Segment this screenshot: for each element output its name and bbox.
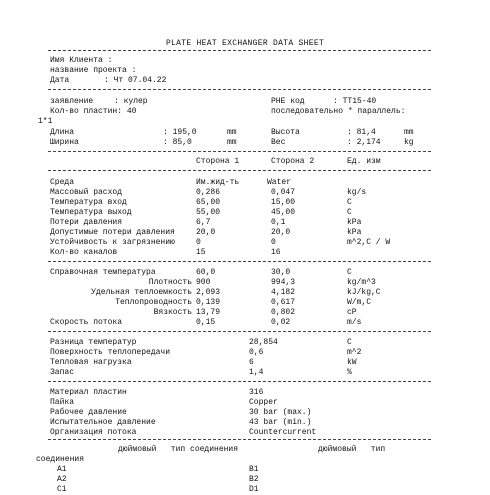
table-cell-unit: cP: [347, 308, 357, 317]
table-row-label: Устойчивость к загрязнению: [50, 238, 175, 247]
table-cell-side2: 15,00: [271, 198, 296, 207]
table-cell-unit: kPa: [347, 228, 362, 237]
table-row-label: Пайка: [50, 398, 75, 407]
table-row-label: Поверхность теплопередачи: [50, 348, 171, 357]
project-label: название проекта :: [50, 66, 137, 75]
table-row-label: Тепловая нагрузка: [50, 358, 132, 367]
table-cell-side2: Water: [267, 178, 292, 187]
table-cell-side1: Им.жид-ть: [196, 178, 240, 187]
connections-header-right: дюймовый тип: [318, 445, 386, 454]
height-unit: mm: [404, 128, 414, 137]
divider: [48, 331, 431, 332]
phe-code-value: : TT15-40: [333, 97, 377, 106]
table-cell-side1: 0,15: [196, 318, 216, 327]
sequence-value: 1*1: [38, 117, 53, 126]
table-cell-side2: 0,1: [271, 218, 286, 227]
sequence-label: последовательно * параллель:: [271, 107, 406, 116]
table-cell-value: 43 bar (min.): [249, 418, 312, 427]
table-row-label: Удельная теплоемкость: [91, 288, 192, 297]
table-cell-unit: C: [347, 198, 352, 207]
table-cell-unit: m^2,C / W: [347, 238, 391, 247]
table-cell-side1: 6,7: [196, 218, 211, 227]
table-cell-side2: 0,02: [271, 318, 291, 327]
table-cell-unit: kg/s: [347, 188, 367, 197]
table-cell-side1: 0: [196, 238, 201, 247]
table-cell-unit: m^2: [347, 348, 362, 357]
table-cell-side2: 4,182: [271, 288, 296, 297]
connections-header-wrap: соединения: [36, 455, 85, 464]
table-cell-side1: 2,093: [196, 288, 221, 297]
application-value: : кулер: [114, 97, 148, 106]
table-row-label: Допустимые потери давления: [50, 228, 175, 237]
table-cell-side1: 900: [196, 278, 211, 287]
table-cell-side1: 65,00: [196, 198, 221, 207]
table-row-label: Теплопроводность: [115, 298, 192, 307]
table-row-label: Организация потока: [50, 428, 137, 437]
table-row-label: Массовый расход: [50, 188, 123, 197]
divider: [48, 261, 431, 262]
divider: [48, 50, 431, 51]
connection-right: B1: [249, 465, 259, 474]
divider: [48, 381, 431, 382]
connection-left: A1: [57, 465, 67, 474]
table-cell-value: 28,854: [249, 338, 278, 347]
table-cell-side2: 0: [271, 238, 276, 247]
table-cell-unit: kg/m^3: [347, 278, 376, 287]
date-label: Дата: [50, 76, 70, 85]
table-cell-side1: 0,286: [196, 188, 221, 197]
connection-right: B2: [249, 475, 259, 484]
table-cell-side2: 45,00: [271, 208, 296, 217]
table-cell-side1: 55,00: [196, 208, 221, 217]
table-row-label: Материал пластин: [50, 388, 127, 397]
table-cell-value: 0,6: [249, 348, 264, 357]
table-row-label: Потери давления: [50, 218, 123, 227]
table-cell-side2: 0,047: [271, 188, 296, 197]
table-cell-side2: 30,0: [271, 268, 291, 277]
sheet-title: PLATE HEAT EXCHANGER DATA SHEET: [165, 39, 325, 48]
table-cell-unit: W/m,C: [347, 298, 372, 307]
table-row-label: Температура вход: [50, 198, 127, 207]
table-cell-side2: 994,3: [271, 278, 296, 287]
table-cell-unit: C: [347, 208, 352, 217]
height-value: : 81,4: [347, 128, 376, 137]
divider: [48, 151, 431, 152]
application-label: заявление: [50, 97, 94, 106]
table-row-label: Плотность: [148, 278, 192, 287]
table-cell-side1: 20,0: [196, 228, 216, 237]
column-header-side2: Сторона 2: [271, 157, 315, 166]
plates-count: Кол-во пластин: 40: [50, 107, 137, 116]
table-row-label: Вязкость: [153, 308, 192, 317]
table-cell-value: Copper: [249, 398, 278, 407]
connection-right: D1: [249, 485, 259, 494]
table-cell-side2: 0,802: [271, 308, 296, 317]
weight-value: : 2,174: [347, 138, 381, 147]
table-cell-side2: 0,617: [271, 298, 296, 307]
table-cell-unit: kW: [347, 358, 357, 367]
table-row-label: Запас: [50, 368, 75, 377]
phe-code-label: PHE код: [271, 97, 305, 106]
table-cell-unit: C: [347, 268, 352, 277]
length-label: Длина: [50, 128, 75, 137]
table-row-label: Разница температур: [50, 338, 137, 347]
length-value: : 195,0: [163, 128, 197, 137]
table-cell-value: 30 bar (max.): [249, 408, 312, 417]
table-cell-value: 6: [249, 358, 254, 367]
table-row-label: Кол-во каналов: [50, 248, 118, 257]
table-cell-value: 1,4: [249, 368, 264, 377]
width-value: : 85,0: [163, 138, 192, 147]
column-header-side1: Сторона 1: [196, 157, 240, 166]
connection-left: C1: [57, 485, 67, 494]
table-cell-unit: C: [347, 338, 352, 347]
divider: [48, 89, 431, 90]
column-header-unit: Ед. изм: [347, 157, 381, 166]
table-cell-side1: 15: [196, 248, 206, 257]
table-cell-unit: %: [347, 368, 352, 377]
table-row-label: Скорость потока: [50, 318, 123, 327]
connection-left: A2: [57, 475, 67, 484]
width-label: Ширина: [50, 138, 79, 147]
table-cell-unit: kJ/kg,C: [347, 288, 381, 297]
table-cell-value: Countercurrent: [249, 428, 317, 437]
date-value: : Чт 07.04.22: [104, 76, 167, 85]
table-cell-side1: 60,0: [196, 268, 216, 277]
table-cell-side1: 0,139: [196, 298, 221, 307]
table-cell-side2: 20,0: [271, 228, 291, 237]
table-row-label: Справочная температура: [50, 268, 156, 277]
length-unit: mm: [227, 128, 237, 137]
table-cell-unit: kPa: [347, 218, 362, 227]
table-row-label: Среда: [50, 178, 75, 187]
table-row-label: Рабочее давление: [50, 408, 127, 417]
client-label: Имя Клиента :: [50, 56, 113, 65]
table-row-label: Температура выход: [50, 208, 132, 217]
weight-unit: kg: [404, 138, 414, 147]
table-cell-side1: 13,79: [196, 308, 221, 317]
height-label: Высота: [271, 128, 300, 137]
divider: [48, 170, 431, 171]
divider: [48, 439, 431, 440]
width-unit: mm: [227, 138, 237, 147]
connections-header-left: дюймовый тип соединения: [118, 445, 239, 454]
weight-label: Вес: [271, 138, 286, 147]
table-cell-unit: m/s: [347, 318, 362, 327]
table-cell-value: 316: [249, 388, 264, 397]
table-row-label: Испытательное давление: [50, 418, 156, 427]
table-cell-side2: 16: [271, 248, 281, 257]
